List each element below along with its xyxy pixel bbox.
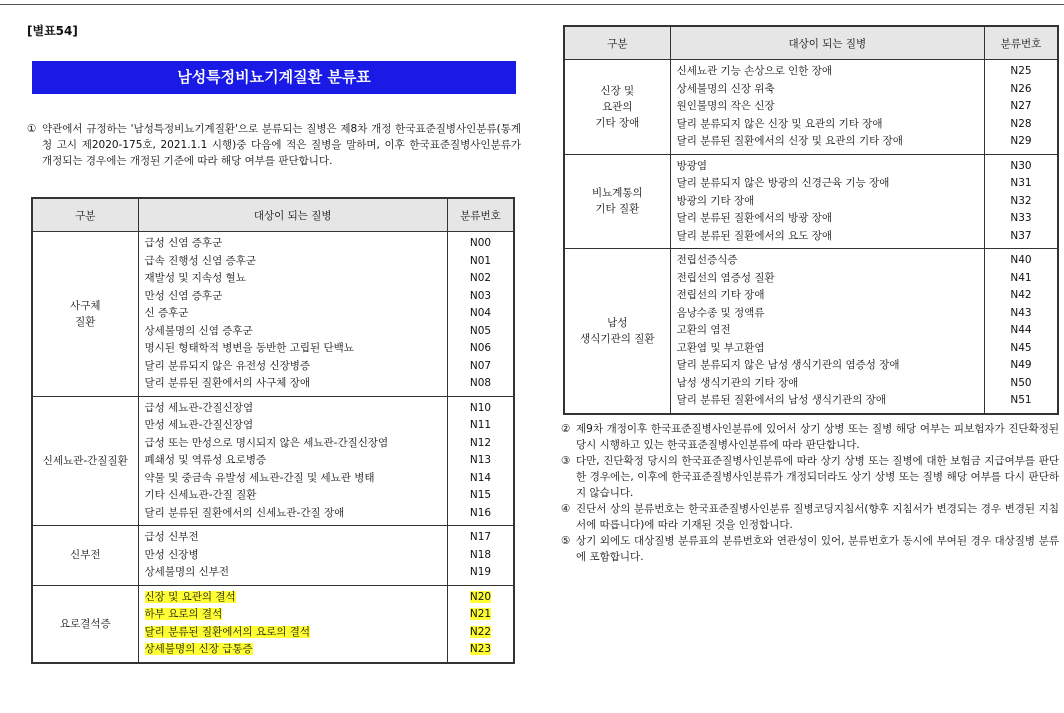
header-code: 분류번호: [447, 198, 514, 232]
disease-name: 약물 및 중금속 유발성 세뇨관-간질 및 세뇨관 병태: [144, 471, 375, 484]
disease-name: 신장 및 요관의 결석: [144, 590, 236, 603]
disease-code: N22: [469, 625, 492, 638]
disease-code: N12: [469, 436, 492, 449]
table-header-row: [32, 198, 514, 232]
disease-name: 급성 신부전: [144, 531, 199, 543]
disease-name: 달리 분류된 질환에서의 요로의 결석: [144, 625, 311, 638]
disease-code: N44: [1010, 324, 1032, 336]
disease-name: 고환의 염전: [676, 324, 731, 336]
disease-code: N29: [1010, 135, 1032, 147]
category-label-line: 요관의: [602, 100, 633, 113]
header-code: 분류번호: [984, 26, 1058, 60]
disease-cell: [670, 60, 984, 155]
disease-code: N32: [1010, 194, 1032, 207]
disease-name: 상세불명의 신장 급통증: [144, 643, 253, 655]
category-label-line: 질환: [75, 315, 96, 328]
disease-name: 전립선증식증: [676, 254, 738, 266]
disease-name: 신세뇨관 기능 손상으로 인한 장애: [676, 65, 832, 77]
table-row: [564, 60, 1058, 155]
note-text: 다만, 진단확정 당시의 한국표준질병사인분류에 따라 상기 상병 또는 질병에 대한 보험금 지급여부를 판단한 경우에는, 이후에 한국표준질병사인분류가 개정되더라도 상기 상병 또는 질병 해당 여부를 다시 판단하지 않습니다.: [576, 455, 1059, 499]
disease-code: N18: [469, 548, 492, 561]
note-item: [561, 533, 1059, 565]
category-cell: [32, 396, 138, 526]
code-cell: [447, 232, 514, 397]
note-number: ⑤: [561, 535, 571, 547]
disease-name: 달리 분류된 질환에서의 신세뇨관-간질 장애: [144, 506, 345, 519]
disease-code: N08: [469, 377, 492, 389]
category-label-line: 신장 및: [600, 84, 635, 97]
disease-code: N25: [1010, 65, 1032, 77]
code-cell: [447, 526, 514, 586]
note-number: ④: [561, 503, 571, 515]
note-text: 제9차 개정이후 한국표준질병사인분류에 있어서 상기 상병 또는 질병 해당 여부는 피보험자가 진단확정된 당시 시행하고 있는 한국표준질병사인분류에 따라 판단합니다.: [576, 423, 1059, 451]
category-label-line: 신세뇨관-간질질환: [42, 454, 128, 467]
disease-code: N10: [469, 401, 492, 414]
disease-code: N19: [469, 566, 492, 578]
disease-code: N45: [1010, 341, 1032, 354]
note-item: [561, 453, 1059, 501]
disease-code: N03: [469, 289, 492, 302]
disease-cell: [670, 249, 984, 414]
disease-name: 상세불명의 신염 증후군: [144, 324, 253, 337]
disease-name: 상세불명의 신부전: [144, 566, 230, 578]
disease-name: 달리 분류된 질환에서의 신장 및 요관의 기타 장애: [676, 135, 903, 147]
table-header-row: [564, 26, 1058, 60]
page-title-banner: 남성특정비뇨기계질환 분류표: [32, 61, 516, 94]
disease-name: 고환염 및 부고환염: [676, 341, 765, 354]
note-number: ①: [27, 123, 37, 135]
disease-code: N42: [1010, 289, 1032, 301]
disease-name: 달리 분류되지 않은 방광의 신경근육 기능 장애: [676, 177, 890, 189]
disease-code: N01: [469, 254, 492, 267]
disease-code: N04: [469, 307, 492, 319]
category-cell: [564, 249, 670, 414]
category-label-line: 생식기관의 질환: [580, 332, 655, 345]
disease-code: N06: [469, 342, 492, 354]
note-number: ②: [561, 423, 571, 435]
disease-name: 상세불명의 신장 위축: [676, 82, 775, 95]
disease-name: 달리 분류된 질환에서의 사구체 장애: [144, 377, 311, 389]
disease-code: N31: [1010, 177, 1032, 189]
top-rule: [0, 4, 1064, 5]
disease-name: 급성 또는 만성으로 명시되지 않은 세뇨관-간질신장염: [144, 436, 389, 449]
disease-name: 급성 세뇨관-간질신장염: [144, 401, 254, 414]
disease-code: N02: [469, 272, 492, 284]
disease-name: 남성 생식기관의 기타 장애: [676, 376, 799, 389]
disease-code: N27: [1010, 100, 1032, 112]
note-item: [561, 421, 1059, 453]
disease-name: 달리 분류된 질환에서의 남성 생식기관의 장애: [676, 394, 887, 406]
disease-name: 명시된 형태학적 병변을 동반한 고립된 단백뇨: [144, 342, 354, 354]
disease-name: 달리 분류되지 않은 유전성 신장병증: [144, 359, 311, 372]
disease-code: N23: [469, 643, 492, 655]
disease-cell: [138, 232, 447, 397]
code-cell: [447, 585, 514, 663]
disease-name: 급속 진행성 신염 증후군: [144, 254, 256, 267]
disease-code: N17: [469, 531, 492, 543]
header-category: 구분: [32, 198, 138, 232]
annex-label: [별표54]: [27, 24, 78, 38]
disease-code: N07: [469, 359, 492, 372]
disease-code: N43: [1010, 306, 1032, 319]
category-cell: [32, 232, 138, 397]
category-label-line: 요로결석증: [59, 617, 111, 630]
disease-name: 달리 분류되지 않은 남성 생식기관의 염증성 장애: [676, 359, 900, 371]
table-row: [32, 526, 514, 586]
disease-name: 폐쇄성 및 역류성 요로병증: [144, 454, 267, 466]
disease-name: 만성 신염 증후군: [144, 289, 223, 302]
disease-name: 달리 분류된 질환에서의 방광 장애: [676, 212, 832, 224]
intro-note: [27, 121, 521, 169]
table-row: [32, 396, 514, 526]
disease-name: 하부 요로의 결석: [144, 608, 223, 620]
disease-name: 원인불명의 작은 신장: [676, 100, 775, 112]
disease-table-right: [563, 25, 1059, 415]
table-row: [564, 154, 1058, 249]
disease-name: 전립선의 염증성 질환: [676, 271, 775, 284]
disease-code: N14: [469, 471, 492, 484]
table-row: [32, 585, 514, 663]
disease-name: 방광염: [676, 159, 708, 172]
code-cell: [984, 60, 1058, 155]
category-label-line: 사구체: [70, 299, 101, 312]
table-row: [564, 249, 1058, 414]
disease-cell: [138, 585, 447, 663]
disease-table-left: [31, 197, 515, 664]
disease-code: N16: [469, 506, 492, 519]
disease-cell: [670, 154, 984, 249]
code-cell: [447, 396, 514, 526]
note-text: 상기 외에도 대상질병 분류표의 분류번호와 연관성이 있어, 분류번호가 동시에 부여된 경우 대상질병 분류에 포함합니다.: [576, 535, 1059, 563]
disease-code: N50: [1010, 376, 1032, 389]
note-text: 진단서 상의 분류번호는 한국표준질병사인분류 질병코딩지침서(향후 지침서가 변경되는 경우 변경된 지침서에 따릅니다)에 따라 기재된 것을 인정합니다.: [576, 503, 1059, 531]
category-label-line: 기타 질환: [595, 203, 640, 216]
table-row: [32, 232, 514, 397]
disease-name: 기타 신세뇨관-간질 질환: [144, 489, 257, 501]
disease-name: 방광의 기타 장애: [676, 194, 755, 207]
disease-code: N40: [1010, 254, 1032, 266]
disease-name: 전립선의 기타 장애: [676, 289, 765, 301]
disease-code: N15: [469, 489, 492, 501]
header-disease: 대상이 되는 질병: [138, 198, 447, 232]
right-notes: [561, 421, 1059, 565]
disease-name: 달리 분류되지 않은 신장 및 요관의 기타 장애: [676, 117, 883, 130]
note-text: 약관에서 규정하는 '남성특정비뇨기계질환'으로 분류되는 질병은 제8차 개정 한국표준질병사인분류(통계청 고시 제2020-175호, 2021.1.1 시행)중 다음에 적은 질병을 말하며, 이후 한국표준질병사인분류가 개정되는 경우에는 개정된 기준에 따라 해당 여부를 판단합니다.: [42, 123, 521, 167]
disease-code: N13: [469, 454, 492, 466]
disease-code: N05: [469, 324, 492, 337]
disease-code: N49: [1010, 359, 1032, 371]
disease-code: N41: [1010, 271, 1032, 284]
category-label-line: 신부전: [70, 549, 101, 562]
disease-code: N28: [1010, 117, 1032, 130]
code-cell: [984, 154, 1058, 249]
category-cell: [32, 526, 138, 586]
disease-name: 달리 분류된 질환에서의 요도 장애: [676, 229, 832, 242]
category-cell: [32, 585, 138, 663]
disease-code: N30: [1010, 159, 1032, 172]
disease-cell: [138, 526, 447, 586]
disease-name: 만성 신장병: [144, 548, 199, 561]
disease-name: 만성 세뇨관-간질신장염: [144, 419, 254, 431]
category-cell: [564, 154, 670, 249]
disease-code: N26: [1010, 82, 1032, 95]
disease-name: 재발성 및 지속성 혈뇨: [144, 272, 246, 284]
category-label-line: 기타 장애: [595, 116, 640, 129]
code-cell: [984, 249, 1058, 414]
category-cell: [564, 60, 670, 155]
header-disease: 대상이 되는 질병: [670, 26, 984, 60]
disease-cell: [138, 396, 447, 526]
disease-code: N00: [469, 237, 492, 249]
disease-code: N33: [1010, 212, 1032, 224]
disease-code: N21: [469, 608, 492, 620]
disease-code: N11: [469, 419, 492, 431]
disease-name: 음낭수종 및 정액류: [676, 306, 765, 319]
category-label-line: 남성: [607, 316, 628, 329]
disease-code: N51: [1010, 394, 1032, 406]
disease-code: N37: [1010, 229, 1032, 242]
disease-name: 급성 신염 증후군: [144, 237, 223, 249]
note-number: ③: [561, 455, 571, 467]
header-category: 구분: [564, 26, 670, 60]
disease-code: N20: [469, 590, 492, 603]
category-label-line: 비뇨계통의: [591, 187, 643, 200]
note-item: [561, 501, 1059, 533]
disease-name: 신 증후군: [144, 307, 189, 319]
